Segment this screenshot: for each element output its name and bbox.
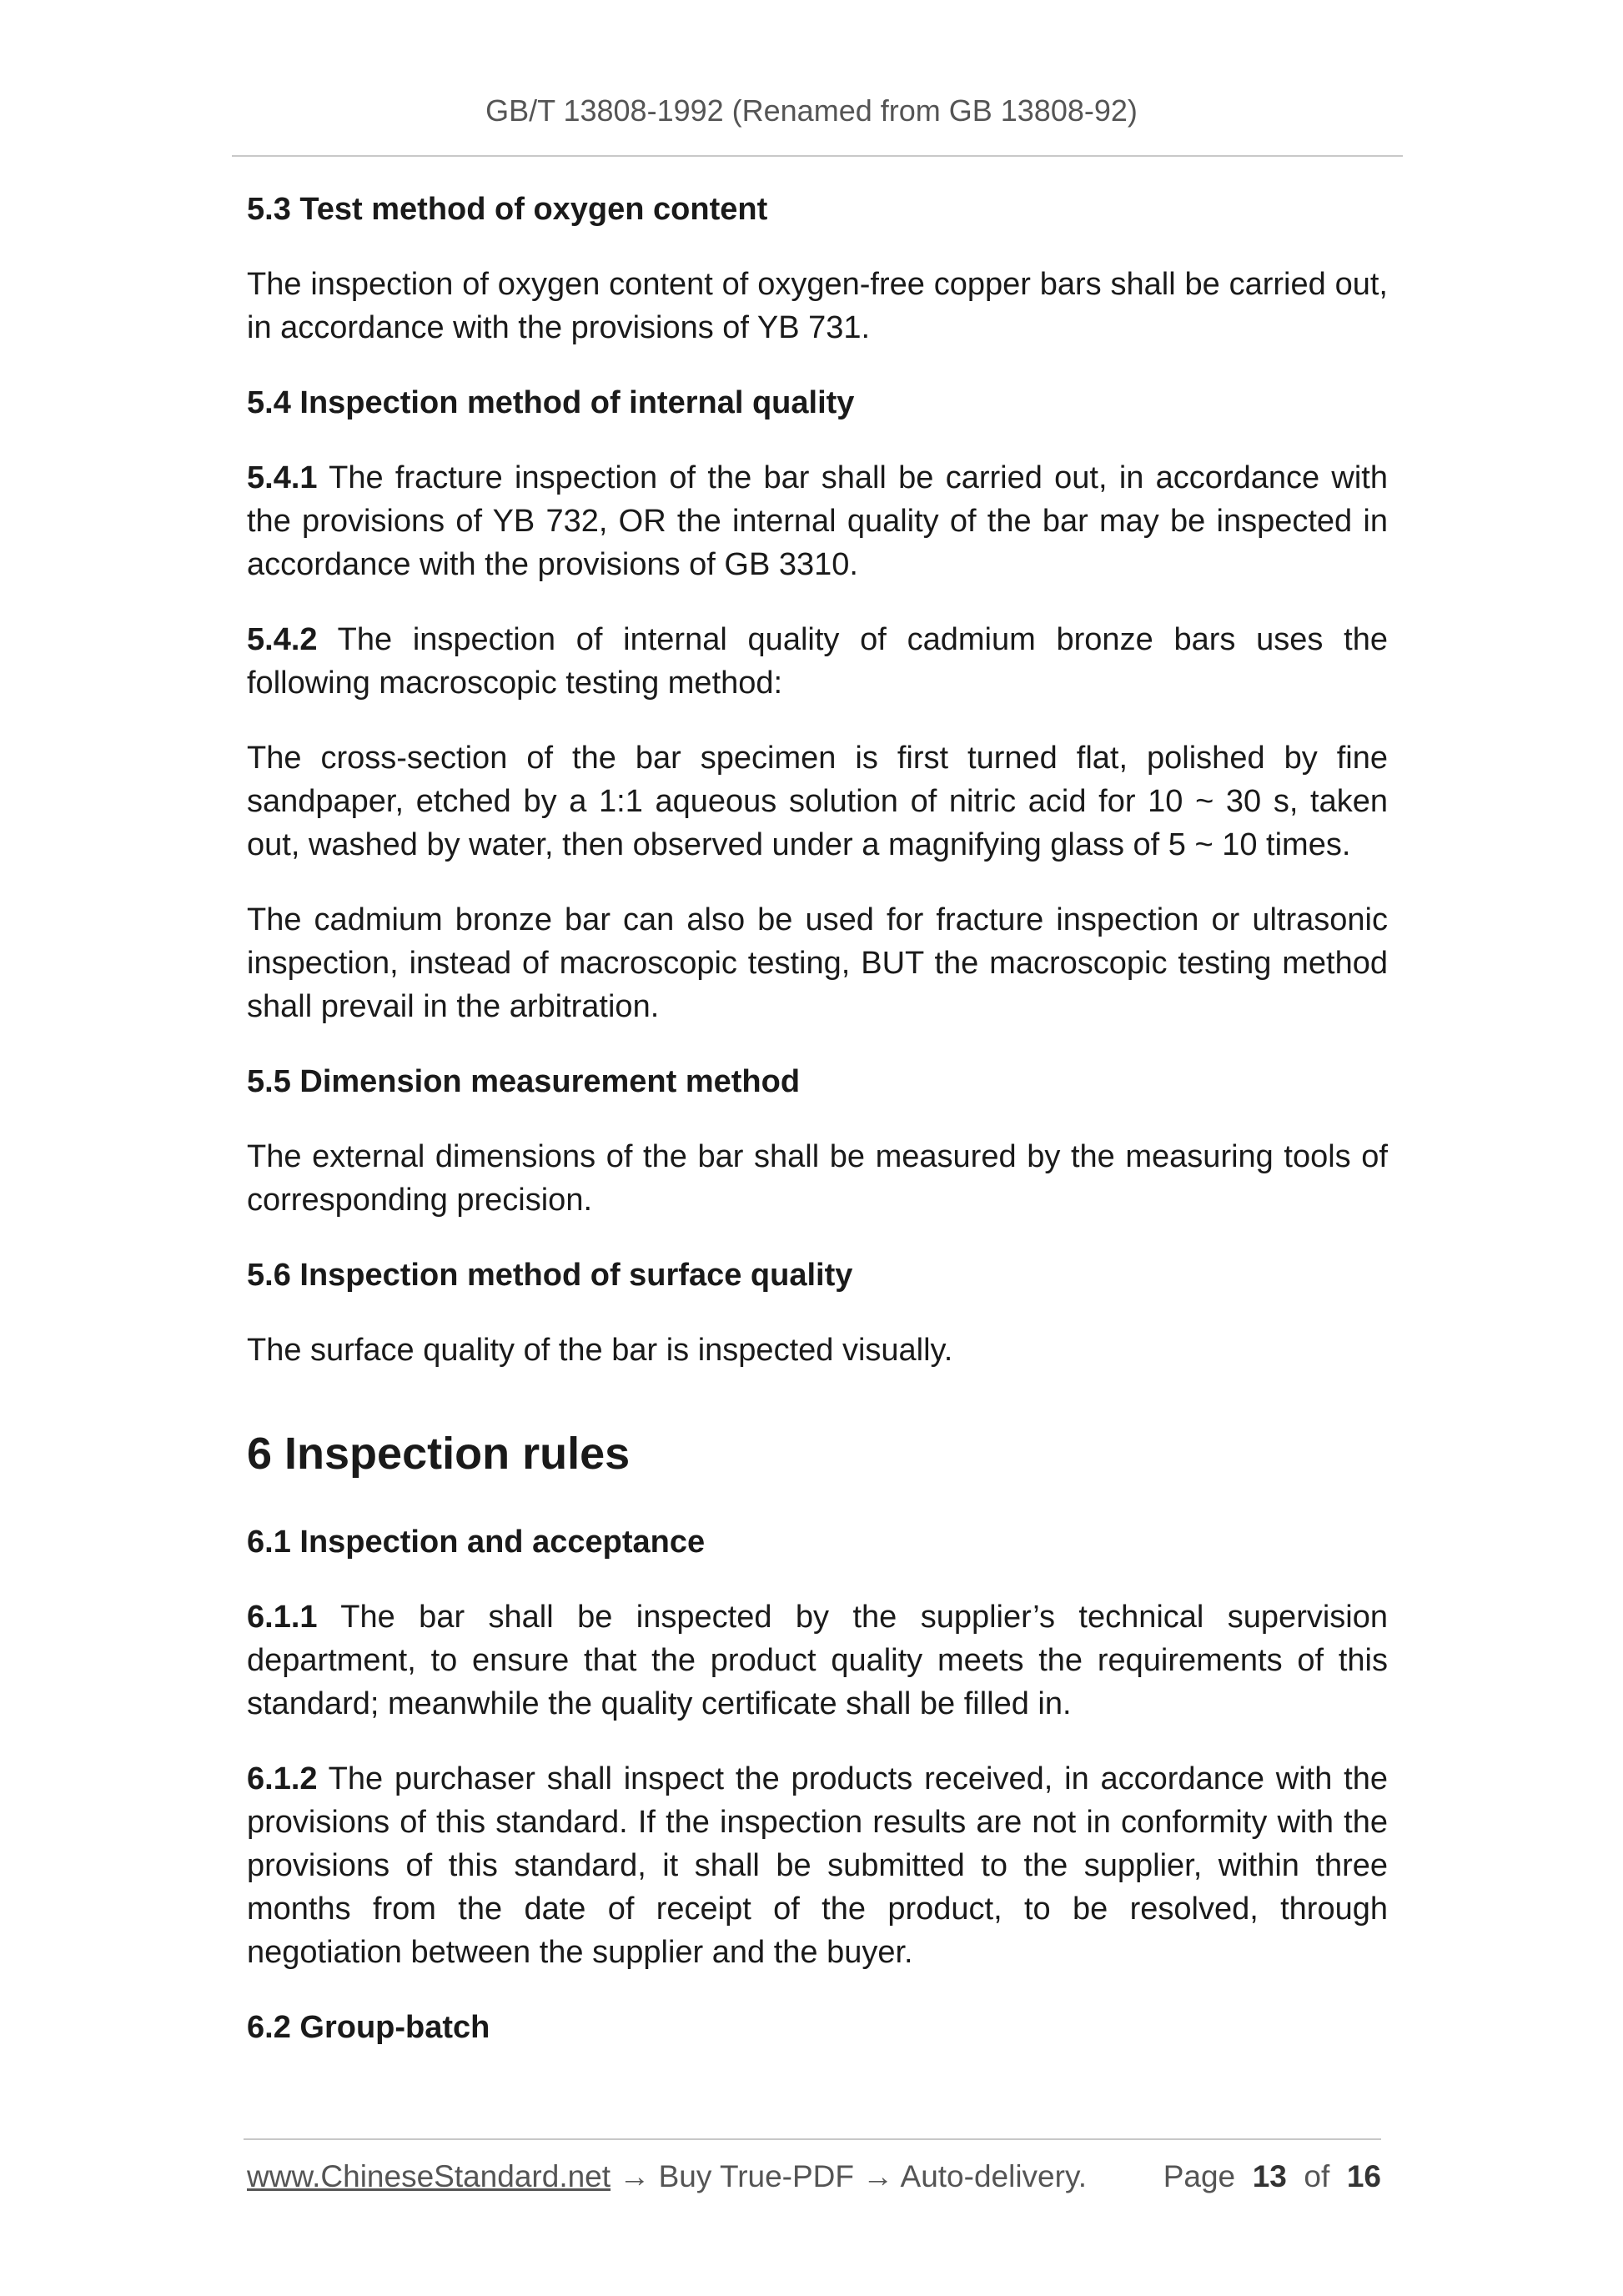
macroscopic-method-text: The cross-section of the bar specimen is first turned flat, polished by fine sandpaper, etched by a 1:1 aqueous solution of nitric acid for 10 ~ 30 s, taken out, washed by water, then observed under a magnifying glass of 5 ~ 10 times. <box>247 741 1388 862</box>
clause-number: 5.4.2 <box>247 622 318 657</box>
clause-6-1-2 <box>247 1757 1388 1974</box>
section-5-6-heading: 5.6 Inspection method of surface quality <box>247 1258 853 1293</box>
section-5-6-text: The surface quality of the bar is inspected visually. <box>247 1333 953 1368</box>
clause-text: The fracture inspection of the bar shall be carried out, in accordance with the provisions of YB 732, OR the internal quality of the bar may be inspected in accordance with the provisions of GB 3310. <box>247 460 1388 582</box>
website-link[interactable]: www.ChineseStandard.net <box>247 2159 611 2193</box>
clause-number: 5.4.1 <box>247 460 318 495</box>
page-number <box>1163 2159 1381 2194</box>
page-header: GB/T 13808-1992 (Renamed from GB 13808-92) <box>485 93 1138 128</box>
page-label: Page <box>1163 2159 1236 2193</box>
current-page: 13 <box>1252 2159 1287 2193</box>
section-5-3-text: The inspection of oxygen content of oxygen-free copper bars shall be carried out, in accordance with the provisions of YB 731. <box>247 267 1388 345</box>
section-6-1-heading: 6.1 Inspection and acceptance <box>247 1525 706 1560</box>
clause-text: The purchaser shall inspect the products received, in accordance with the provisions of this standard. If the inspection results are not in conformity with the provisions of this standard, it shall be submitted to the supplier, within three months from the date of receipt of the product, to be resolved, through negotiation between the supplier and the buyer. <box>247 1761 1388 1970</box>
section-5-3-heading: 5.3 Test method of oxygen content <box>247 192 768 227</box>
clause-5-4-1 <box>247 456 1388 586</box>
footer-tagline: → Buy True-PDF → Auto-delivery. <box>611 2159 1087 2193</box>
section-6-2-heading: 6.2 Group-batch <box>247 2010 490 2045</box>
clause-text: The inspection of internal quality of cadmium bronze bars uses the following macroscopic testing method: <box>247 622 1388 701</box>
document-body <box>247 188 1388 2081</box>
clause-number: 6.1.1 <box>247 1600 318 1635</box>
section-5-4-heading: 5.4 Inspection method of internal quality <box>247 385 855 420</box>
clause-text: The bar shall be inspected by the supplier’s technical supervision department, to ensure that the product quality meets the requirements of this standard; meanwhile the quality certificate shall be filled in. <box>247 1600 1388 1721</box>
section-5-5-text: The external dimensions of the bar shall be measured by the measuring tools of corresponding precision. <box>247 1139 1388 1218</box>
clause-number: 6.1.2 <box>247 1761 318 1796</box>
clause-6-1-1 <box>247 1595 1388 1726</box>
arbitration-text: The cadmium bronze bar can also be used for fracture inspection or ultrasonic inspection, instead of macroscopic testing, BUT the macroscopic testing method shall prevail in the arbitration. <box>247 902 1388 1024</box>
total-pages: 16 <box>1346 2159 1381 2193</box>
page-footer <box>247 2159 1381 2194</box>
section-5-5-heading: 5.5 Dimension measurement method <box>247 1064 801 1099</box>
clause-5-4-2 <box>247 618 1388 705</box>
of-label: of <box>1304 2159 1330 2193</box>
section-6-heading: 6 Inspection rules <box>247 1429 631 1479</box>
header-divider <box>232 155 1403 157</box>
footer-divider <box>244 2138 1381 2140</box>
